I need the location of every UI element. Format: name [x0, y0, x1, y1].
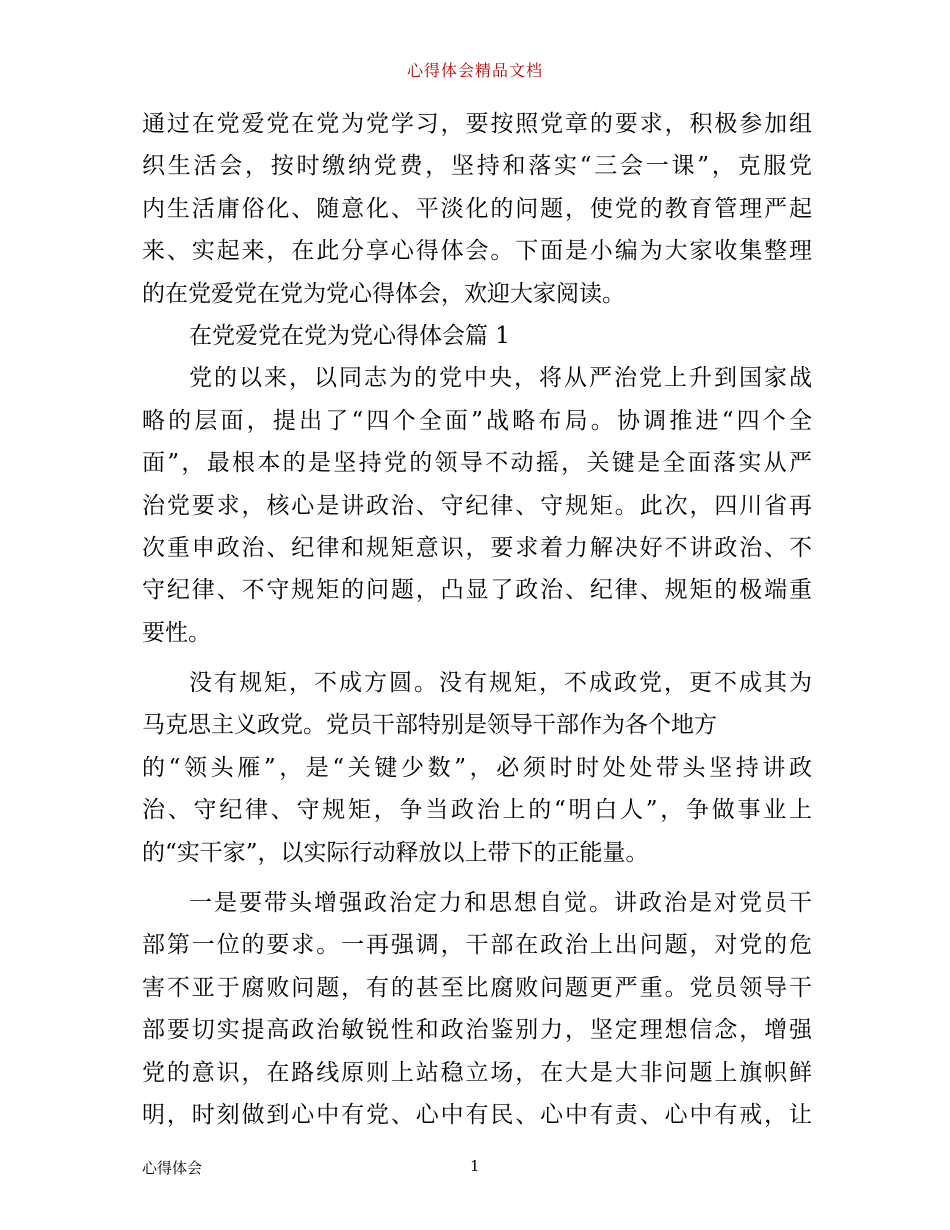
- text-line: 的在党爱党在党为党心得体会，欢迎大家阅读。: [142, 280, 625, 307]
- paragraph-spacer: [142, 874, 812, 882]
- text-line: 党的以来，以同志为的党中央，将从严治党上升到国家战: [189, 365, 812, 392]
- text-line: 明，时刻做到心中有党、心中有民、心中有责、心中有戒，让: [142, 1101, 812, 1128]
- text-line: 的“领头雁”，是“关键少数”，必须时时处处带头坚持讲政: [142, 754, 812, 781]
- text-line: 守纪律、不守规矩的问题，凸显了政治、纪律、规矩的极端重: [142, 577, 812, 604]
- footer-label: 心得体会: [142, 1159, 203, 1177]
- text-line: 马克思主义政党。党员干部特别是领导干部作为各个地方: [142, 712, 717, 739]
- paragraph-3: [142, 882, 812, 1136]
- text-line: 没有规矩，不成方圆。没有规矩，不成政党，更不成其为: [189, 670, 812, 697]
- text-line: 来、实起来，在此分享心得体会。下面是小编为大家收集整理: [142, 238, 812, 265]
- text-line: 治党要求，核心是讲政治、守纪律、守规矩。此次，四川省再: [142, 492, 812, 519]
- document-header-title: 心得体会精品文档: [406, 61, 543, 80]
- text-line: 部要切实提高政治敏锐性和政治鉴别力，坚定理想信念，增强: [142, 1017, 812, 1044]
- text-line: 内生活庸俗化、随意化、平淡化的问题，使党的教育管理严起: [142, 195, 812, 222]
- text-line: 次重申政治、纪律和规矩意识，要求着力解决好不讲政治、不: [142, 534, 812, 561]
- text-line: 要性。: [142, 619, 211, 646]
- text-line: 略的层面，提出了“四个全面”战略布局。协调推进“四个全: [142, 407, 812, 434]
- paragraph-1: [142, 357, 812, 654]
- document-body: [142, 103, 812, 1136]
- paragraph-spacer: [142, 654, 812, 662]
- text-line: 织生活会，按时缴纳党费，坚持和落实“三会一课”，克服党: [142, 153, 812, 180]
- paragraph-2: [142, 662, 812, 874]
- text-line: 部第一位的要求。一再强调，干部在政治上出问题，对党的危: [142, 932, 812, 959]
- page-number: 1: [470, 1157, 480, 1175]
- intro-paragraph: [142, 103, 812, 315]
- text-line: 党的意识，在路线原则上站稳立场，在大是大非问题上旗帜鲜: [142, 1059, 812, 1086]
- text-line: 的“实干家”，以实际行动释放以上带下的正能量。: [142, 839, 649, 866]
- section-title: 在党爱党在党为党心得体会篇 1: [189, 322, 510, 349]
- text-line: 面”，最根本的是坚持党的领导不动摇，关键是全面落实从严: [142, 450, 812, 477]
- text-line: 害不亚于腐败问题，有的甚至比腐败问题更严重。党员领导干: [142, 974, 812, 1001]
- text-line: 治、守纪律、守规矩，争当政治上的“明白人”，争做事业上: [142, 797, 812, 824]
- text-line: 通过在党爱党在党为党学习，要按照党章的要求，积极参加组: [142, 111, 812, 137]
- text-line: 一是要带头增强政治定力和思想自觉。讲政治是对党员干: [189, 890, 812, 917]
